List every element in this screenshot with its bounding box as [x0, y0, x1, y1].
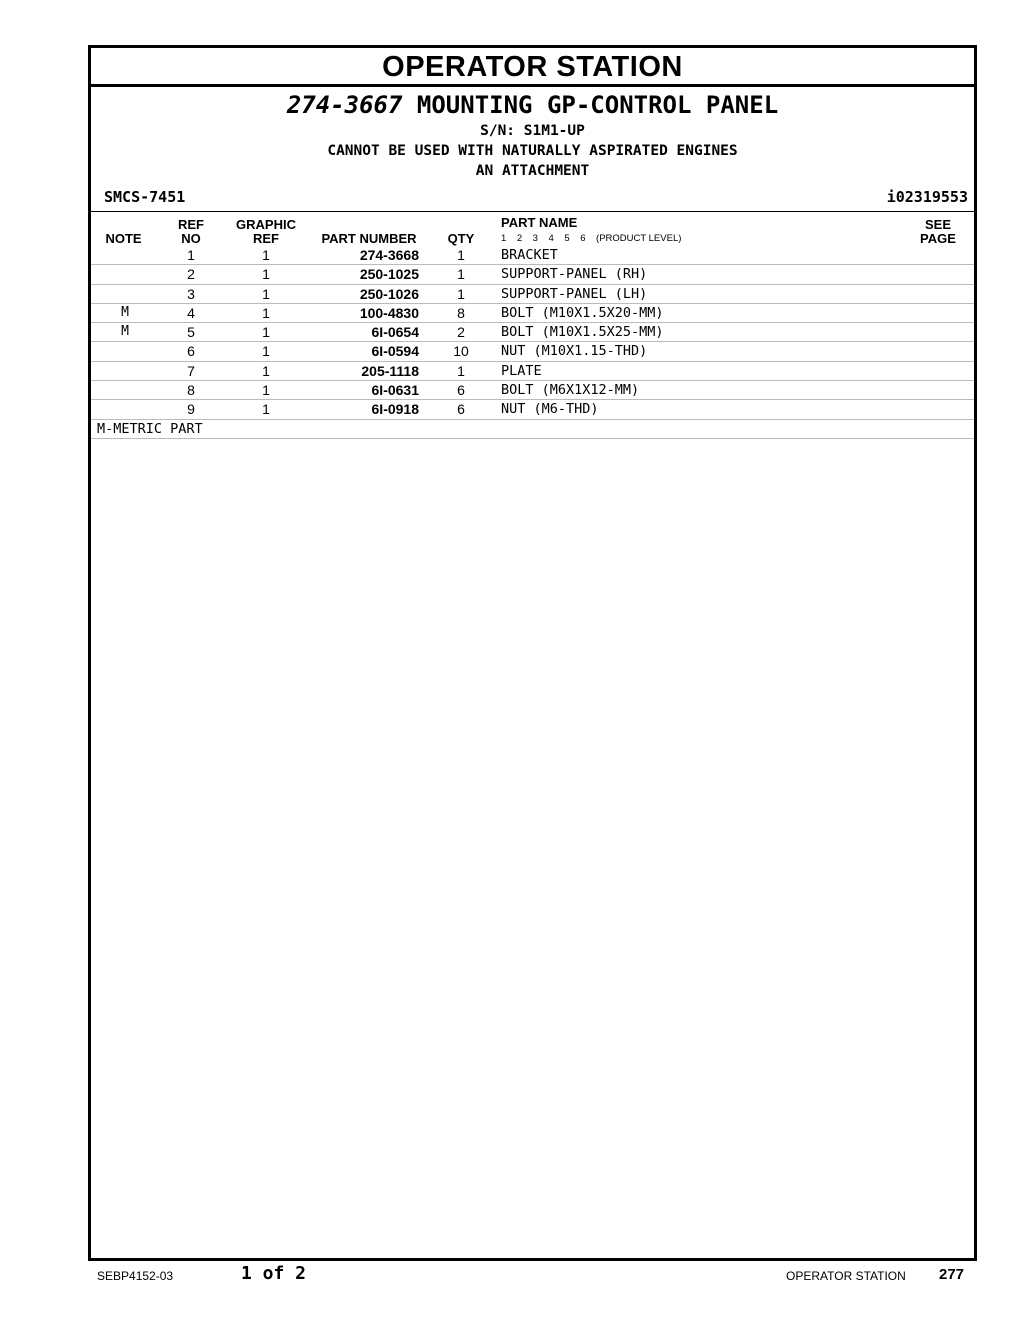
cell-qty: 1: [457, 285, 465, 302]
col-see-top: SEE: [924, 217, 951, 232]
cell-graphic: 1: [262, 247, 270, 263]
cell-ref: 2: [187, 266, 195, 283]
cell-qty: 1: [457, 247, 465, 263]
col-qty: QTY: [447, 231, 475, 246]
cell-graphic: 1: [262, 343, 270, 360]
cell-part-name: NUT (M6-THD): [501, 401, 599, 418]
attachment-note: AN ATTACHMENT: [475, 163, 590, 179]
illustration-id: i02319553: [886, 188, 968, 206]
assembly-title: [91, 90, 974, 120]
cell-qty: 1: [457, 362, 465, 379]
cell-part-number: 205-1118: [361, 362, 419, 379]
cell-part-name: SUPPORT-PANEL (LH): [501, 285, 648, 302]
cell-qty: 6: [457, 382, 465, 399]
serial-number: S/N: S1M1-UP: [480, 123, 585, 139]
cell-graphic: 1: [262, 285, 270, 302]
cell-qty: 1: [457, 266, 465, 283]
col-graphic-bottom: REF: [253, 231, 279, 246]
cell-graphic: 1: [262, 304, 270, 321]
col-graphic-ref: [231, 218, 301, 246]
page-number: 277: [939, 1266, 965, 1283]
col-part-number: PART NUMBER: [321, 231, 417, 246]
cell-part-number: 250-1025: [359, 266, 419, 283]
cell-qty: 6: [457, 401, 465, 418]
assembly-name: MOUNTING GP-CONTROL PANEL: [416, 91, 779, 119]
cell-graphic: 1: [262, 324, 270, 341]
table-row: [91, 362, 974, 381]
col-see-page: [913, 218, 963, 246]
cell-part-name: PLATE: [501, 362, 542, 379]
footnote-text: M-METRIC PART: [97, 420, 203, 437]
cell-part-number: 6I-0918: [371, 401, 419, 418]
cell-ref: 7: [187, 362, 195, 379]
cell-part-name: BOLT (M10X1.5X20-MM): [501, 304, 664, 321]
cell-part-number: 6I-0631: [371, 382, 419, 399]
cell-ref: 9: [187, 401, 195, 418]
cell-part-number: 6I-0594: [371, 343, 419, 360]
col-see-bottom: PAGE: [920, 231, 956, 246]
cell-ref: 4: [187, 304, 195, 321]
table-row: [91, 246, 974, 265]
col-graphic-top: GRAPHIC: [236, 217, 296, 232]
cell-graphic: 1: [262, 401, 270, 418]
cell-ref: 6: [187, 343, 195, 360]
table-row: [91, 400, 974, 419]
col-ref: [173, 218, 209, 246]
cell-note: M: [121, 304, 129, 320]
cell-part-name: BOLT (M10X1.5X25-MM): [501, 324, 664, 341]
table-row: [91, 323, 974, 342]
product-levels: 1 2 3 4 5 6 (PRODUCT LEVEL): [501, 233, 682, 244]
cell-part-number: 274-3668: [359, 247, 419, 263]
document-number: SEBP4152-03: [97, 1269, 174, 1283]
section-title: OPERATOR STATION: [91, 48, 974, 87]
cell-qty: 2: [457, 324, 465, 341]
col-note: NOTE: [105, 231, 142, 246]
usage-note: CANNOT BE USED WITH NATURALLY ASPIRATED ENGINES: [327, 143, 738, 159]
cell-note: M: [121, 324, 129, 340]
footer-section: OPERATOR STATION: [786, 1269, 906, 1283]
cell-ref: 3: [187, 285, 195, 302]
cell-ref: 1: [187, 247, 195, 263]
col-ref-top: REF: [178, 217, 204, 232]
sheet-counter: 1 of 2: [241, 1263, 307, 1284]
cell-part-name: NUT (M10X1.15-THD): [501, 343, 648, 360]
table-row: [91, 304, 974, 323]
cell-part-number: 6I-0654: [371, 324, 419, 341]
smcs-code: SMCS-7451: [104, 188, 186, 206]
table-row: [91, 285, 974, 304]
cell-qty: 10: [453, 343, 469, 360]
col-part-name: PART NAME: [501, 215, 578, 230]
cell-part-name: BRACKET: [501, 247, 558, 263]
cell-ref: 5: [187, 324, 195, 341]
cell-graphic: 1: [262, 266, 270, 283]
parts-table: [91, 246, 974, 439]
cell-ref: 8: [187, 382, 195, 399]
cell-qty: 8: [457, 304, 465, 321]
table-row: [91, 381, 974, 400]
table-row: [91, 265, 974, 284]
cell-graphic: 1: [262, 362, 270, 379]
cell-part-number: 250-1026: [359, 285, 419, 302]
cell-graphic: 1: [262, 382, 270, 399]
table-row: [91, 342, 974, 361]
col-ref-bottom: NO: [181, 231, 201, 246]
cell-part-name: SUPPORT-PANEL (RH): [501, 266, 648, 283]
metric-footnote: [91, 420, 974, 439]
cell-part-number: 100-4830: [359, 304, 419, 321]
assembly-part-number: 274-3667: [286, 91, 403, 119]
page-frame: [88, 45, 977, 1261]
cell-part-name: BOLT (M6X1X12-MM): [501, 382, 640, 399]
header-divider: [91, 211, 974, 212]
